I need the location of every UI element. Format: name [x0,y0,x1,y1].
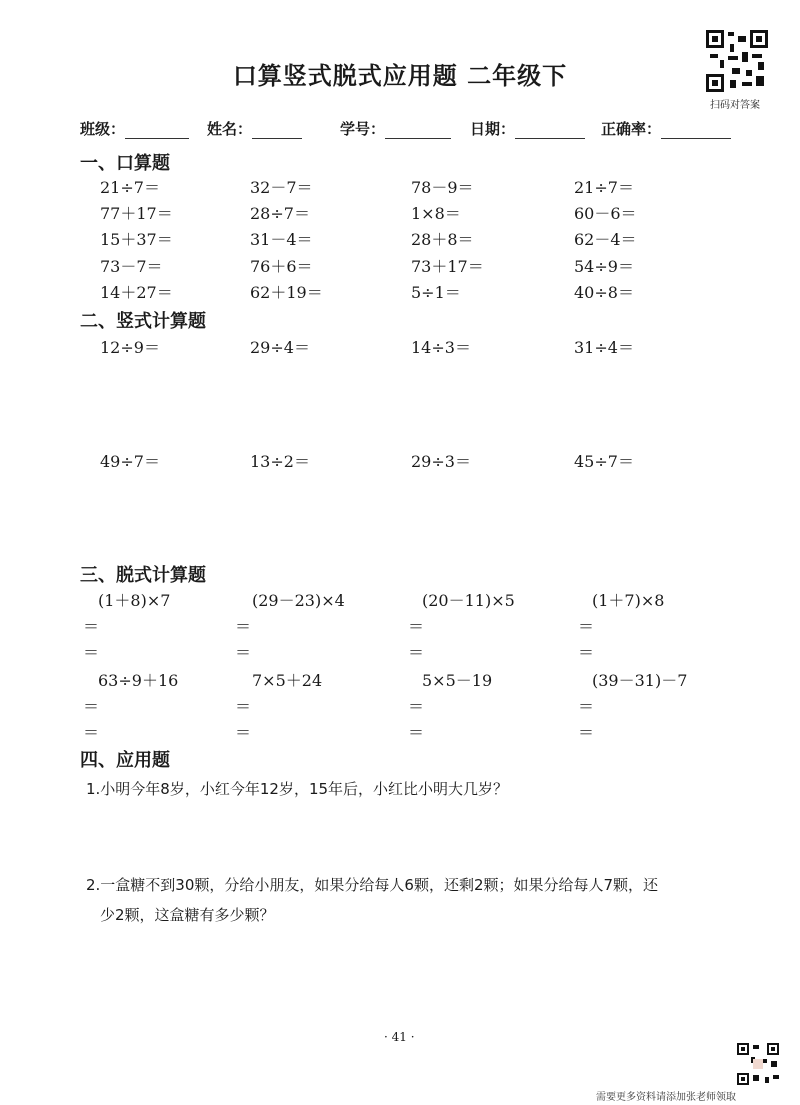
oral-item: 78－9＝ [411,178,474,197]
equals-sign: ＝ [235,617,252,636]
oral-item: 77＋17＝ [100,204,173,223]
oral-item: 28＋8＝ [411,230,474,249]
oral-item: 76＋6＝ [250,257,313,276]
oral-item: 5÷1＝ [411,283,461,302]
page-number: · 41 · [384,1030,415,1044]
oral-item: 1×8＝ [411,204,461,223]
word-problem-2-line-2: 少2颗，这盒糖有多少颗？ [100,906,275,924]
date-field[interactable]: 日期： [470,118,585,139]
equals-sign: ＝ [235,723,252,742]
oral-item: 31－4＝ [250,230,313,249]
accuracy-field[interactable]: 正确率： [601,118,731,139]
oral-item: 40÷8＝ [574,283,634,302]
equals-sign: ＝ [235,643,252,662]
stepwise-item: 63÷9＋16 [98,671,179,690]
name-field[interactable]: 姓名： [207,118,302,139]
oral-item: 73＋17＝ [411,257,484,276]
equals-sign: ＝ [408,617,425,636]
contact-qr-code[interactable] [737,1043,779,1085]
equals-sign: ＝ [235,697,252,716]
class-field[interactable]: 班级： [80,118,189,139]
oral-item: 21÷7＝ [100,178,160,197]
equals-sign: ＝ [83,723,100,742]
stepwise-item: 7×5＋24 [252,671,323,690]
stepwise-item: 5×5－19 [422,671,493,690]
equals-sign: ＝ [578,697,595,716]
section-heading-word-problems: 四、应用题 [80,750,170,771]
vertical-item: 29÷4＝ [250,338,310,357]
page-title: 口算竖式脱式应用题 二年级下 [232,62,568,90]
section-heading-oral: 一、口算题 [80,153,170,174]
equals-sign: ＝ [83,643,100,662]
stepwise-item: (1＋8)×7 [98,591,171,610]
vertical-item: 13÷2＝ [250,452,310,471]
equals-sign: ＝ [578,617,595,636]
vertical-item: 49÷7＝ [100,452,160,471]
oral-item: 62＋19＝ [250,283,323,302]
equals-sign: ＝ [408,643,425,662]
stepwise-item: (29－23)×4 [252,591,345,610]
qr-caption: 扫码对答案 [710,100,760,111]
oral-item: 73－7＝ [100,257,163,276]
section-heading-stepwise: 三、脱式计算题 [80,565,206,586]
oral-item: 28÷7＝ [250,204,310,223]
equals-sign: ＝ [408,697,425,716]
vertical-item: 14÷3＝ [411,338,471,357]
equals-sign: ＝ [83,617,100,636]
stepwise-item: (20－11)×5 [422,591,515,610]
oral-item: 54÷9＝ [574,257,634,276]
oral-item: 60－6＝ [574,204,637,223]
vertical-item: 31÷4＝ [574,338,634,357]
oral-item: 32－7＝ [250,178,313,197]
oral-item: 15＋37＝ [100,230,173,249]
word-problem-2-line-1: 2.一盒糖不到30颗，分给小朋友，如果分给每人6颗，还剩2颗；如果分给每人7颗，还 [86,876,659,894]
equals-sign: ＝ [578,723,595,742]
stepwise-item: (1＋7)×8 [592,591,665,610]
student-id-field[interactable]: 学号： [340,118,451,139]
footer-note: 需要更多资料请添加张老师领取 [596,1092,736,1103]
answer-qr-code[interactable] [706,30,768,92]
equals-sign: ＝ [578,643,595,662]
section-heading-vertical: 二、竖式计算题 [80,311,206,332]
vertical-item: 12÷9＝ [100,338,160,357]
equals-sign: ＝ [83,697,100,716]
stepwise-item: (39－31)－7 [592,671,688,690]
word-problem-1: 1.小明今年8岁，小红今年12岁，15年后，小红比小明大几岁？ [86,780,509,798]
oral-item: 14＋27＝ [100,283,173,302]
vertical-item: 29÷3＝ [411,452,471,471]
equals-sign: ＝ [408,723,425,742]
oral-item: 21÷7＝ [574,178,634,197]
oral-item: 62－4＝ [574,230,637,249]
vertical-item: 45÷7＝ [574,452,634,471]
